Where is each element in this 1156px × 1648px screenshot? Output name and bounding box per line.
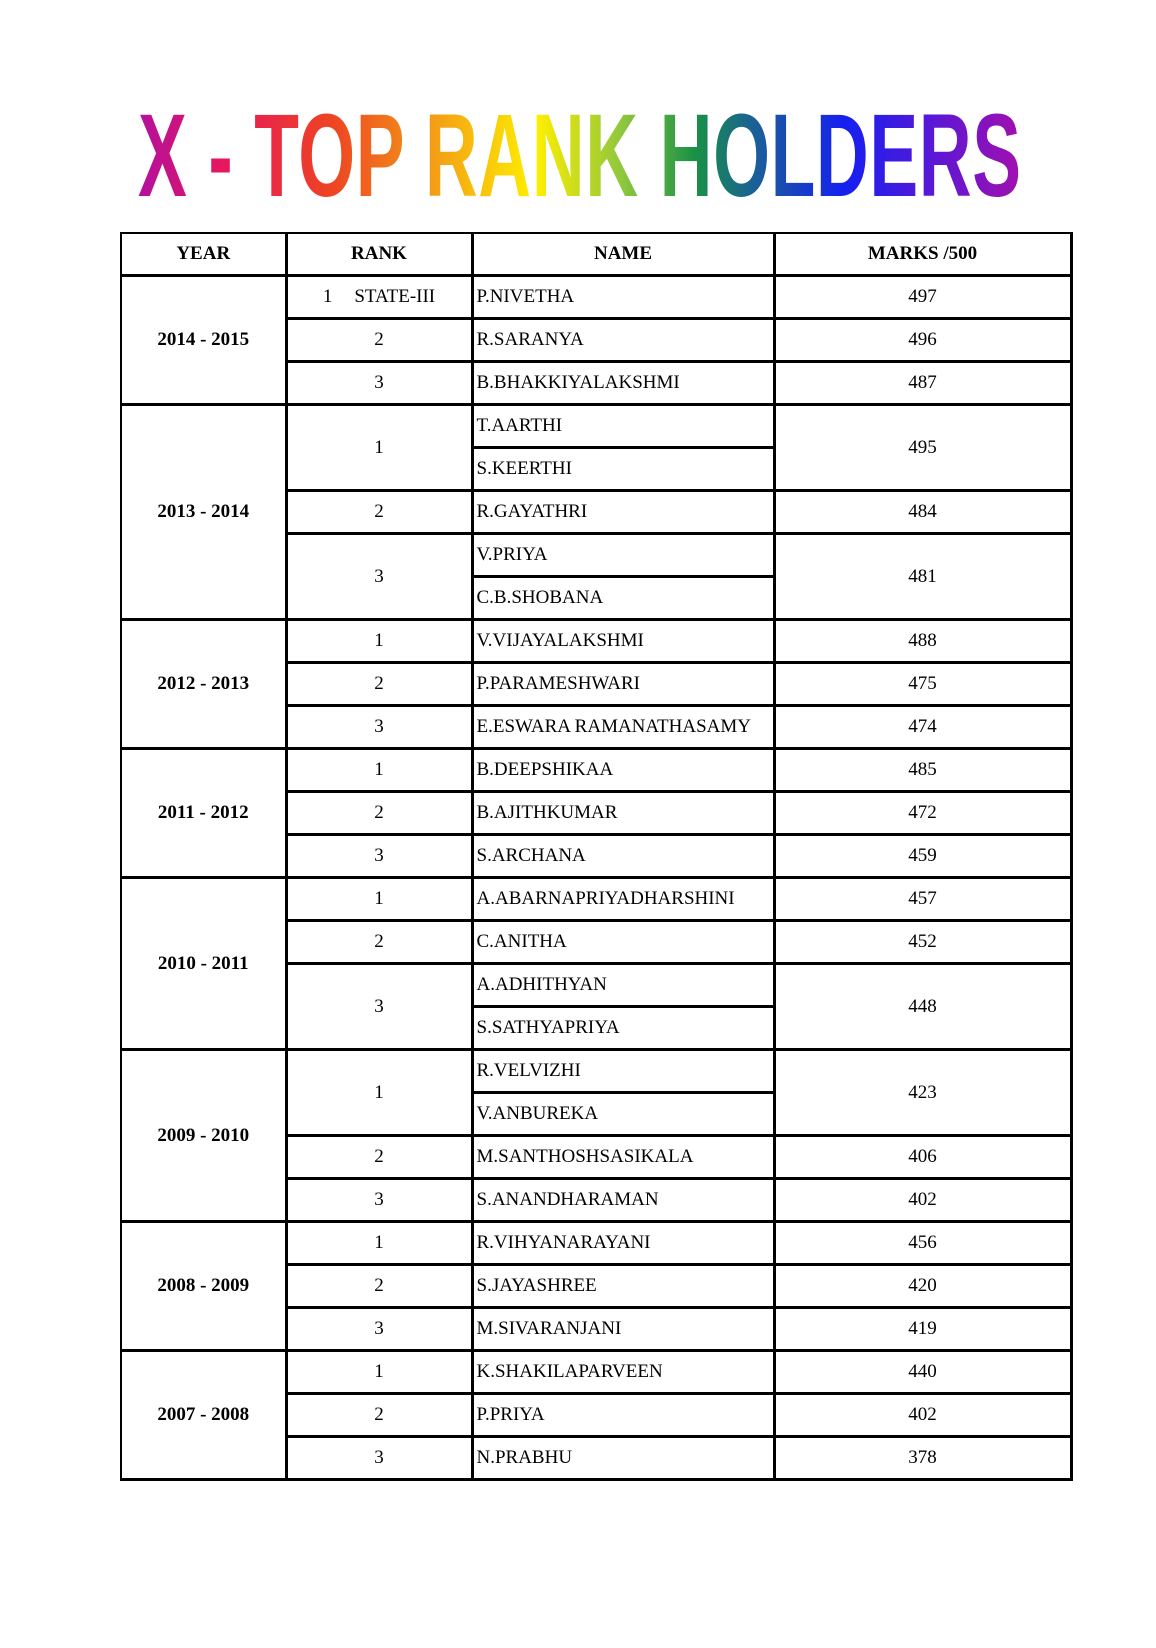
- year-cell: 2011 - 2012: [121, 749, 286, 878]
- name-cell: B.AJITHKUMAR: [472, 792, 774, 835]
- name-cell: K.SHAKILAPARVEEN: [472, 1351, 774, 1394]
- title-banner: [138, 104, 1062, 208]
- name-cell: A.ADHITHYAN: [472, 964, 774, 1007]
- name-cell: R.VIHYANARAYANI: [472, 1222, 774, 1265]
- table-header-row: [121, 233, 1071, 276]
- rank-cell: [286, 1394, 472, 1437]
- rank-holders-table: [120, 232, 1073, 1481]
- marks-cell: 402: [774, 1179, 1071, 1222]
- marks-cell: 472: [774, 792, 1071, 835]
- marks-cell: 456: [774, 1222, 1071, 1265]
- name-cell: C.ANITHA: [472, 921, 774, 964]
- marks-cell: 459: [774, 835, 1071, 878]
- rank-value: 2: [374, 802, 384, 823]
- name-cell: S.KEERTHI: [472, 448, 774, 491]
- rank-value: 3: [374, 716, 384, 737]
- rank-note: STATE-III: [354, 286, 436, 307]
- rank-value: 1: [322, 286, 333, 307]
- table-row: [121, 620, 1071, 663]
- rank-value: 1: [374, 1361, 384, 1382]
- table-row: [121, 878, 1071, 921]
- rank-value: 3: [374, 995, 384, 1017]
- marks-cell: 448: [774, 964, 1071, 1050]
- name-cell: S.SATHYAPRIYA: [472, 1007, 774, 1050]
- rank-cell: [286, 276, 472, 319]
- marks-cell: 495: [774, 405, 1071, 491]
- rank-value: 2: [374, 931, 384, 952]
- rank-value: 3: [374, 565, 384, 587]
- header-marks: MARKS /500: [774, 233, 1071, 276]
- rank-value: 3: [374, 845, 384, 866]
- name-cell: R.GAYATHRI: [472, 491, 774, 534]
- name-cell: P.PARAMESHWARI: [472, 663, 774, 706]
- rank-cell: [286, 1351, 472, 1394]
- rank-value: 2: [374, 501, 384, 522]
- rank-value: 1: [374, 1081, 384, 1103]
- marks-cell: 420: [774, 1265, 1071, 1308]
- rank-cell: [286, 534, 472, 620]
- marks-cell: 378: [774, 1437, 1071, 1480]
- name-cell: P.PRIYA: [472, 1394, 774, 1437]
- name-cell: B.BHAKKIYALAKSHMI: [472, 362, 774, 405]
- header-year: YEAR: [121, 233, 286, 276]
- name-cell: S.JAYASHREE: [472, 1265, 774, 1308]
- rank-cell: [286, 663, 472, 706]
- table-row: [121, 276, 1071, 319]
- rank-value: 3: [374, 1189, 384, 1210]
- marks-cell: 402: [774, 1394, 1071, 1437]
- marks-cell: 452: [774, 921, 1071, 964]
- marks-cell: 484: [774, 491, 1071, 534]
- rank-cell: [286, 319, 472, 362]
- year-cell: 2012 - 2013: [121, 620, 286, 749]
- rank-value: 3: [374, 1447, 384, 1468]
- table-row: [121, 749, 1071, 792]
- rank-value: 2: [374, 1146, 384, 1167]
- rank-cell: [286, 749, 472, 792]
- rank-cell: [286, 620, 472, 663]
- rank-cell: [286, 1179, 472, 1222]
- marks-cell: 406: [774, 1136, 1071, 1179]
- rank-value: 1: [374, 436, 384, 458]
- rank-cell: [286, 1050, 472, 1136]
- rank-value: 2: [374, 673, 384, 694]
- marks-cell: 474: [774, 706, 1071, 749]
- rank-cell: [286, 706, 472, 749]
- year-cell: 2013 - 2014: [121, 405, 286, 620]
- name-cell: C.B.SHOBANA: [472, 577, 774, 620]
- rank-cell: [286, 1222, 472, 1265]
- rank-value: 1: [374, 630, 384, 651]
- rank-cell: [286, 362, 472, 405]
- rank-value: 1: [374, 888, 384, 909]
- rank-cell: [286, 792, 472, 835]
- year-cell: 2008 - 2009: [121, 1222, 286, 1351]
- year-cell: 2007 - 2008: [121, 1351, 286, 1480]
- year-cell: 2010 - 2011: [121, 878, 286, 1050]
- year-cell: 2014 - 2015: [121, 276, 286, 405]
- header-name: NAME: [472, 233, 774, 276]
- name-cell: M.SIVARANJANI: [472, 1308, 774, 1351]
- name-cell: S.ANANDHARAMAN: [472, 1179, 774, 1222]
- rank-value: 2: [374, 1404, 384, 1425]
- rank-cell: [286, 405, 472, 491]
- rank-value: 3: [374, 1318, 384, 1339]
- marks-cell: 475: [774, 663, 1071, 706]
- name-cell: R.VELVIZHI: [472, 1050, 774, 1093]
- rank-cell: [286, 1136, 472, 1179]
- name-cell: V.PRIYA: [472, 534, 774, 577]
- rank-cell: [286, 964, 472, 1050]
- marks-cell: 497: [774, 276, 1071, 319]
- marks-cell: 481: [774, 534, 1071, 620]
- name-cell: T.AARTHI: [472, 405, 774, 448]
- name-cell: B.DEEPSHIKAA: [472, 749, 774, 792]
- marks-cell: 496: [774, 319, 1071, 362]
- name-cell: R.SARANYA: [472, 319, 774, 362]
- marks-cell: 419: [774, 1308, 1071, 1351]
- name-cell: N.PRABHU: [472, 1437, 774, 1480]
- table-body: [121, 276, 1071, 1480]
- year-cell: 2009 - 2010: [121, 1050, 286, 1222]
- marks-cell: 487: [774, 362, 1071, 405]
- header-rank: RANK: [286, 233, 472, 276]
- rank-cell: [286, 1265, 472, 1308]
- rank-cell: [286, 491, 472, 534]
- rank-value: 3: [374, 372, 384, 393]
- rank-cell: [286, 878, 472, 921]
- name-cell: V.VIJAYALAKSHMI: [472, 620, 774, 663]
- rank-cell: [286, 835, 472, 878]
- table-row: [121, 405, 1071, 448]
- name-cell: A.ABARNAPRIYADHARSHINI: [472, 878, 774, 921]
- table-row: [121, 1050, 1071, 1093]
- rank-value: 2: [374, 1275, 384, 1296]
- marks-cell: 440: [774, 1351, 1071, 1394]
- name-cell: V.ANBUREKA: [472, 1093, 774, 1136]
- marks-cell: 485: [774, 749, 1071, 792]
- name-cell: P.NIVETHA: [472, 276, 774, 319]
- rank-value: 2: [374, 329, 384, 350]
- marks-cell: 423: [774, 1050, 1071, 1136]
- rank-value: 1: [374, 759, 384, 780]
- name-cell: M.SANTHOSHSASIKALA: [472, 1136, 774, 1179]
- page-title: X - TOP RANK HOLDERS: [138, 104, 1022, 208]
- marks-cell: 457: [774, 878, 1071, 921]
- rank-value: 1: [374, 1232, 384, 1253]
- name-cell: S.ARCHANA: [472, 835, 774, 878]
- table-row: [121, 1351, 1071, 1394]
- table-row: [121, 1222, 1071, 1265]
- rank-cell: [286, 1308, 472, 1351]
- marks-cell: 488: [774, 620, 1071, 663]
- rank-cell: [286, 1437, 472, 1480]
- rank-cell: [286, 921, 472, 964]
- name-cell: E.ESWARA RAMANATHASAMY: [472, 706, 774, 749]
